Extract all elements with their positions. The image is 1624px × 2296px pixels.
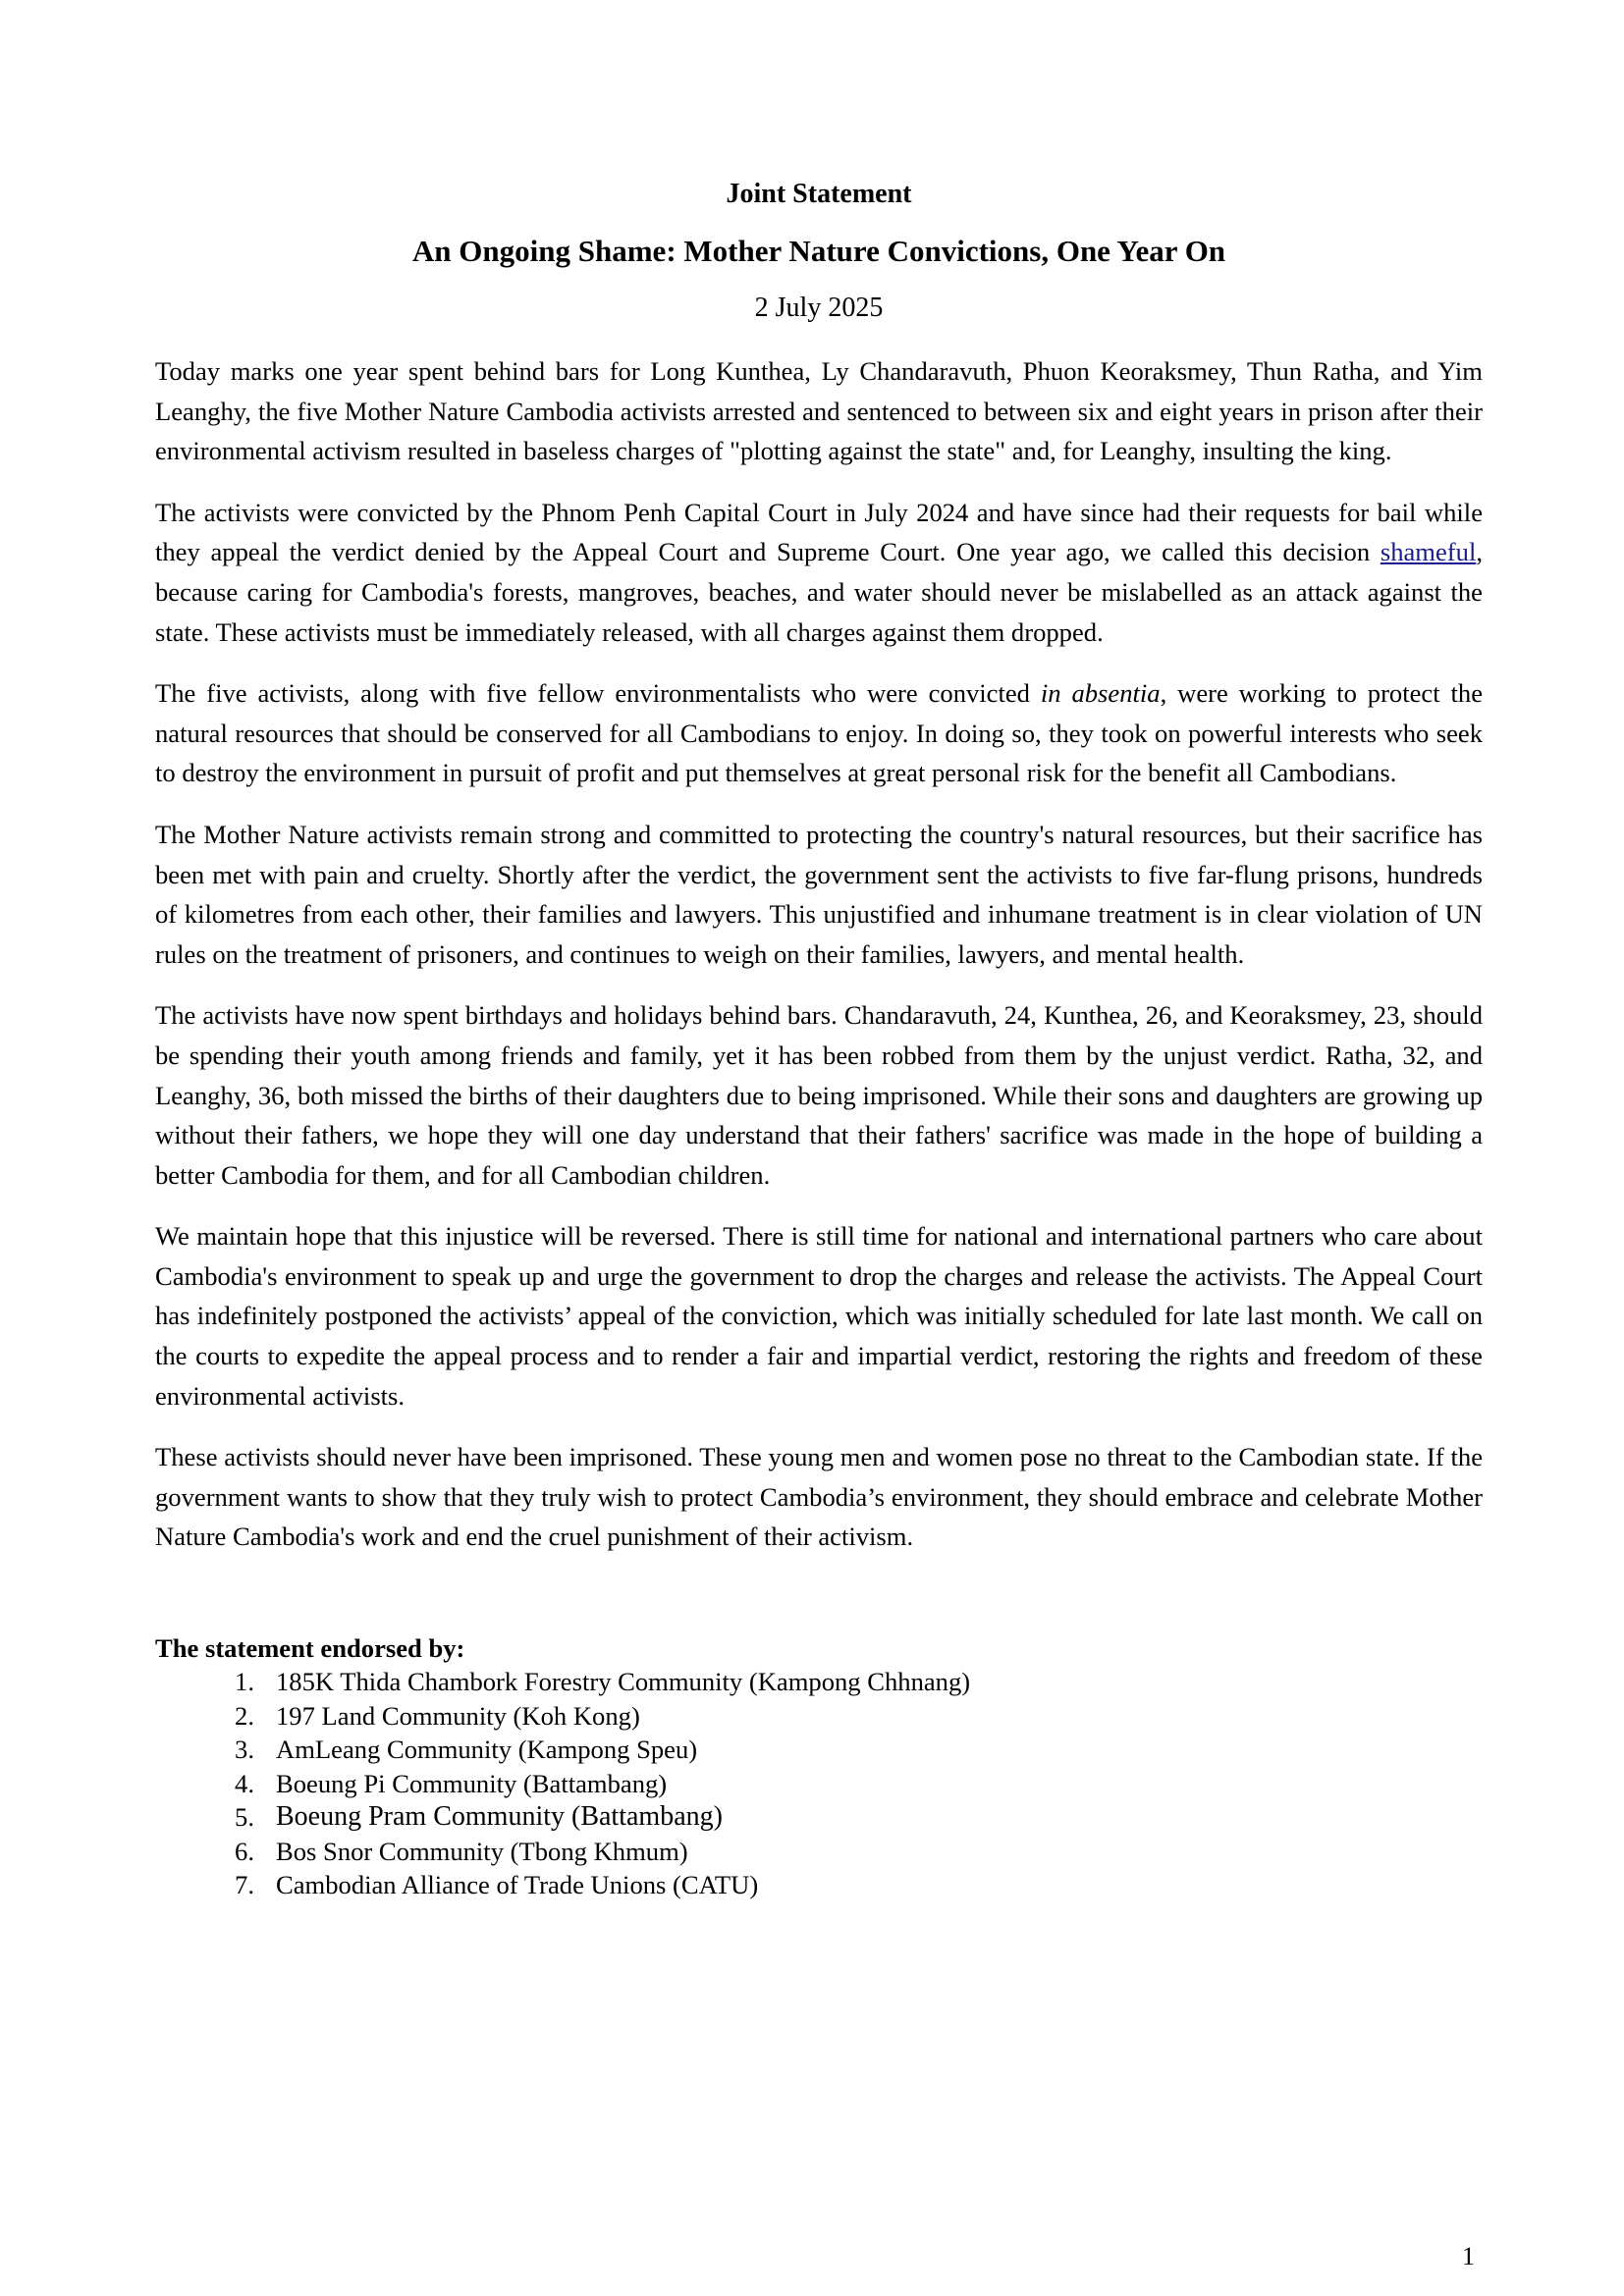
endorsement-title: The statement endorsed by: (155, 1633, 465, 1664)
paragraph-2-text-before: The activists were convicted by the Phnom Penh Capital Court in July 2024 and have since had their requests for bail while they appeal the verdict denied by the Appeal Court and Supreme Court. One year ago, we called this decision (155, 497, 1483, 567)
paragraph-3-text-after: , were working to protect the natural resources that should be conserved for all Cambodians to enjoy. In doing so, they took on powerful interests who seek to destroy the environment in pursuit of profit and put themselves at great personal risk for the benefit all Cambodians. (155, 678, 1483, 788)
list-item (155, 1665, 1483, 1699)
list-item (155, 1767, 1483, 1801)
list-item (155, 1733, 1483, 1767)
list-item-text: Boeung Pram Community (Battambang) (276, 1801, 723, 1833)
list-item-number: 3. (235, 1735, 254, 1765)
paragraph-3-text-before: The five activists, along with five fellow environmentalists who were convicted (155, 678, 1041, 709)
list-item-number: 1. (235, 1667, 254, 1697)
document-title: Joint Statement (726, 179, 912, 209)
in-absentia-italic: in absentia (1040, 678, 1161, 709)
list-item-text: 185K Thida Chambork Forestry Community (Kampong Chhnang) (276, 1667, 971, 1697)
list-item-number: 7. (235, 1870, 254, 1900)
paragraph-6: We maintain hope that this injustice will be reversed. There is still time for national and international partners who care about Cambodia's environment to speak up and urge the government to drop the charges and release the activists. The Appeal Court has indefinitely postponed the activists’ appeal of the conviction, which was initially scheduled for late last month. We call on the courts to expedite the appeal process and to render a fair and impartial verdict, restoring the rights and freedom of these environmental activists. (155, 1221, 1483, 1411)
list-item-number: 2. (235, 1700, 254, 1731)
shameful-link[interactable]: shameful (1380, 537, 1477, 567)
paragraph-4: The Mother Nature activists remain strong and committed to protecting the country's natural resources, but their sacrifice has been met with pain and cruelty. Shortly after the verdict, the government sent the activists to five far-flung prisons, hundreds of kilometres from each other, their families and lawyers. This unjustified and inhumane treatment is in clear violation of UN rules on the treatment of prisoners, and continues to weigh on their families, lawyers, and mental health. (155, 819, 1483, 969)
list-item-number: 6. (235, 1836, 254, 1866)
document-date: 2 July 2025 (754, 293, 884, 323)
list-item-text: Cambodian Alliance of Trade Unions (CATU) (276, 1870, 759, 1900)
paragraph-3 (155, 673, 1483, 793)
paragraph-2 (155, 493, 1483, 652)
list-item-text: 197 Land Community (Koh Kong) (276, 1700, 640, 1731)
paragraph-5: The activists have now spent birthdays and holidays behind bars. Chandaravuth, 24, Kunthea, 26, and Keoraksmey, 23, should be spending their youth among friends and family, yet it has been robbed from them by the unjust verdict. Ratha, 32, and Leanghy, 36, both missed the births of their daughters due to being imprisoned. While their sons and daughters are growing up without their fathers, we hope they will one day understand that their fathers' sacrifice was made in the hope of building a better Cambodia for them, and for all Cambodian children. (155, 1000, 1483, 1190)
list-item (155, 1868, 1483, 1902)
page-number: 1 (1462, 2242, 1475, 2270)
list-item-number: 5. (235, 1802, 254, 1833)
list-item (155, 1835, 1483, 1869)
list-item-text: Bos Snor Community (Tbong Khmum) (276, 1836, 688, 1866)
document-content (155, 175, 1483, 1902)
list-item-number: 4. (235, 1768, 254, 1798)
list-item-text: Boeung Pi Community (Battambang) (276, 1768, 668, 1798)
paragraph-7: These activists should never have been imprisoned. These young men and women pose no threat to the Cambodian state. If the government wants to show that they truly wish to protect Cambodia’s environment, they should embrace and celebrate Mother Nature Cambodia's work and end the cruel punishment of their activism. (155, 1442, 1483, 1552)
endorsement-list (155, 1665, 1483, 1902)
list-item (155, 1699, 1483, 1734)
paragraph-2-text-after: , because caring for Cambodia's forests, mangroves, beaches, and water should never be mislabelled as an attack against the state. These activists must be immediately released, with all charges against them dropped. (155, 537, 1483, 647)
list-item-text: AmLeang Community (Kampong Speu) (276, 1735, 698, 1765)
document-subtitle: An Ongoing Shame: Mother Nature Convictions, One Year On (411, 234, 1226, 268)
paragraph-1: Today marks one year spent behind bars for Long Kunthea, Ly Chandaravuth, Phuon Keoraksmey, Thun Ratha, and Yim Leanghy, the five Mother Nature Cambodia activists arrested and sentenced to between six and eight years in prison after their environmental activism resulted in baseless charges of "plotting against the state" and, for Leanghy, insulting the king. (155, 356, 1483, 466)
list-item (155, 1800, 1483, 1835)
